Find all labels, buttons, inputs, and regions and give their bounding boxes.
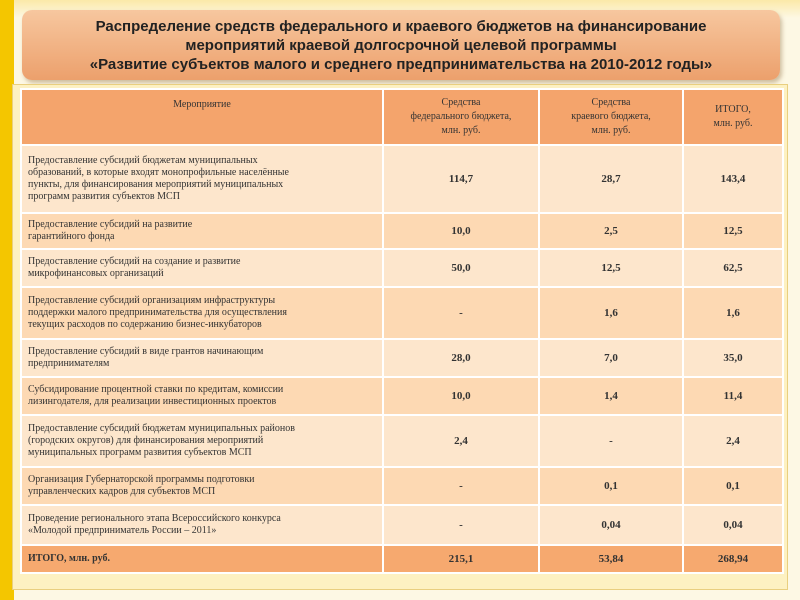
activity-cell — [21, 287, 383, 339]
header-regional-line-3: млн. руб. — [591, 125, 631, 136]
table-row — [21, 339, 783, 377]
budget-table — [20, 88, 784, 574]
header-activity: Мероприятие — [21, 89, 383, 145]
regional-value-cell: 2,5 — [539, 213, 683, 249]
activity-cell — [21, 377, 383, 415]
table-row — [21, 145, 783, 213]
activity-line: Предоставление субсидий организациям инфраструктуры — [28, 295, 276, 306]
activity-line: Предоставление субсидий бюджетам муниципальных районов — [28, 423, 295, 434]
table-row — [21, 415, 783, 467]
activity-line: пункты, для финансирования мероприятий муниципальных — [28, 179, 284, 190]
total-value-cell: 35,0 — [683, 339, 783, 377]
header-federal-line-3: млн. руб. — [441, 125, 481, 136]
activity-line: программ развития субъектов МСП — [28, 191, 180, 202]
title-line-3: «Развитие субъектов малого и среднего предпринимательства на 2010-2012 годы» — [89, 55, 713, 73]
activity-line: Предоставление субсидий на развитие — [28, 219, 193, 230]
regional-value-cell: 7,0 — [539, 339, 683, 377]
activity-line: гарантийного фонда — [28, 231, 115, 242]
federal-value-cell: 28,0 — [383, 339, 539, 377]
activity-line: предпринимателям — [28, 358, 110, 369]
total-value-cell: 143,4 — [683, 145, 783, 213]
activity-line: текущих расходов по содержанию бизнес-инкубаторов — [28, 319, 262, 330]
activity-line: «Молодой предприниматель России – 2011» — [28, 525, 217, 536]
federal-value-cell: 2,4 — [383, 415, 539, 467]
activity-cell — [21, 505, 383, 545]
activity-line: Проведение регионального этапа Всероссийского конкурса — [28, 513, 281, 524]
table-total-row — [21, 545, 783, 573]
regional-value-cell: 12,5 — [539, 249, 683, 287]
title-line-1: Распределение средств федерального и краевого бюджетов на финансирование — [95, 17, 707, 35]
total-label-cell: ИТОГО, млн. руб. — [21, 545, 383, 573]
header-regional-line-1: Средства — [591, 97, 631, 108]
federal-value-cell: 114,7 — [383, 145, 539, 213]
table-row — [21, 287, 783, 339]
activity-line: лизингодателя, для реализации инвестиционных проектов — [28, 396, 277, 407]
total-value-cell: 11,4 — [683, 377, 783, 415]
total-value-cell: 1,6 — [683, 287, 783, 339]
federal-value-cell: 50,0 — [383, 249, 539, 287]
header-regional — [539, 89, 683, 145]
total-value-cell: 0,1 — [683, 467, 783, 505]
activity-line: Предоставление субсидий бюджетам муниципальных — [28, 155, 258, 166]
regional-value-cell: 28,7 — [539, 145, 683, 213]
header-total — [683, 89, 783, 145]
total-value-cell: 2,4 — [683, 415, 783, 467]
federal-value-cell: - — [383, 287, 539, 339]
total-regional-cell: 53,84 — [539, 545, 683, 573]
total-value-cell: 12,5 — [683, 213, 783, 249]
activity-line: Организация Губернаторской программы подготовки — [28, 474, 255, 485]
table-body — [21, 145, 783, 573]
activity-cell — [21, 467, 383, 505]
total-total-cell: 268,94 — [683, 545, 783, 573]
table-row — [21, 377, 783, 415]
header-total-line-2: млн. руб. — [713, 118, 753, 129]
regional-value-cell: 1,6 — [539, 287, 683, 339]
activity-line: Предоставление субсидий в виде грантов начинающим — [28, 346, 264, 357]
activity-line: (городских округов) для финансирования мероприятий — [28, 435, 264, 446]
header-federal-line-2: федерального бюджета, — [410, 111, 512, 122]
header-federal-line-1: Средства — [441, 97, 481, 108]
slide-title-box — [22, 10, 780, 80]
table-row — [21, 249, 783, 287]
header-regional-line-2: краевого бюджета, — [571, 111, 651, 122]
regional-value-cell: 0,1 — [539, 467, 683, 505]
regional-value-cell: 1,4 — [539, 377, 683, 415]
total-value-cell: 62,5 — [683, 249, 783, 287]
regional-value-cell: 0,04 — [539, 505, 683, 545]
activity-cell — [21, 415, 383, 467]
federal-value-cell: 10,0 — [383, 377, 539, 415]
total-federal-cell: 215,1 — [383, 545, 539, 573]
table-row — [21, 213, 783, 249]
total-value-cell: 0,04 — [683, 505, 783, 545]
table-header-row — [21, 89, 783, 145]
title-line-2: мероприятий краевой долгосрочной целевой программы — [185, 36, 617, 54]
activity-line: микрофинансовых организаций — [28, 268, 164, 279]
regional-value-cell: - — [539, 415, 683, 467]
activity-line: муниципальных программ развития субъектов МСП — [28, 447, 252, 458]
federal-value-cell: - — [383, 505, 539, 545]
activity-line: управленческих кадров для субъектов МСП — [28, 486, 216, 497]
activity-cell — [21, 339, 383, 377]
federal-value-cell: 10,0 — [383, 213, 539, 249]
header-total-line-1: ИТОГО, — [715, 104, 751, 115]
activity-cell — [21, 213, 383, 249]
federal-value-cell: - — [383, 467, 539, 505]
activity-line: образований, в которые входят монопрофильные населённые — [28, 167, 289, 178]
header-federal — [383, 89, 539, 145]
activity-cell — [21, 145, 383, 213]
table-row — [21, 467, 783, 505]
activity-line: поддержки малого предпринимательства для осуществления — [28, 307, 287, 318]
activity-line: Предоставление субсидий на создание и развитие — [28, 256, 241, 267]
activity-cell — [21, 249, 383, 287]
activity-line: Субсидирование процентной ставки по кредитам, комиссии — [28, 384, 284, 395]
table-row — [21, 505, 783, 545]
